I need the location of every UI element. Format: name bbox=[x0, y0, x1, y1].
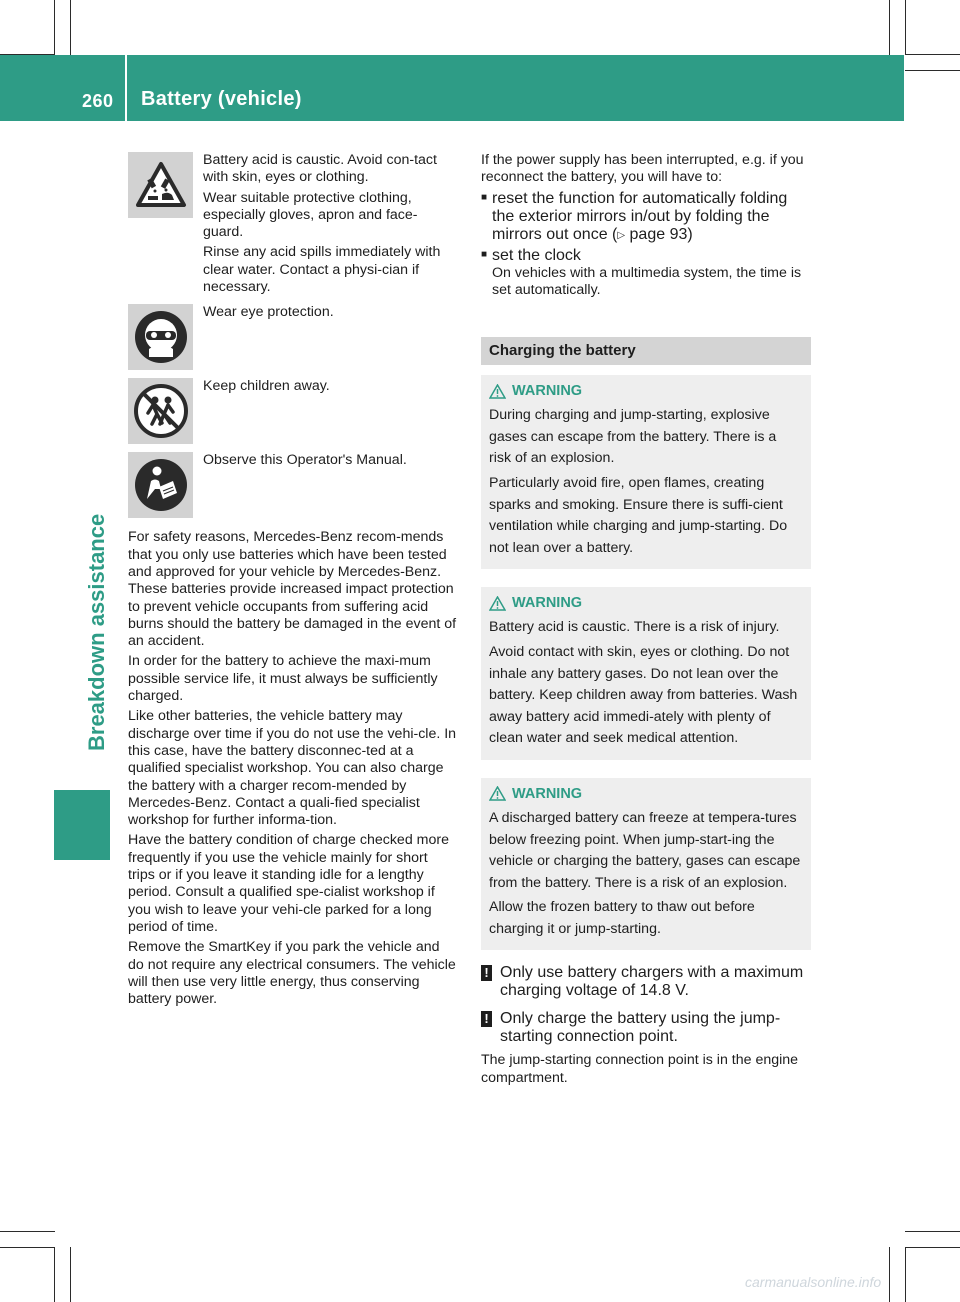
bullet-text: reset the function for automatically folding the exterior mirrors in/out by folding the mirrors out once ( bbox=[492, 189, 788, 243]
note-text: Only charge the battery using the jump-starting connection point. bbox=[500, 1010, 781, 1046]
header-divider bbox=[125, 55, 127, 121]
warning-text: Avoid contact with skin, eyes or clothing. Do not inhale any battery gases. Do not lean over the battery. Keep children away from batteries. Wash away battery acid immedi-ately with plenty of clean water and seek medical attention. bbox=[489, 643, 798, 747]
note-text: Only use battery chargers with a maximum charging voltage of 14.8 V. bbox=[500, 964, 804, 1000]
warning-label: WARNING bbox=[512, 383, 583, 400]
operators-manual-icon bbox=[128, 452, 193, 518]
warning-box bbox=[481, 587, 811, 760]
exclamation-icon: ! bbox=[481, 965, 492, 981]
section-heading: Charging the battery bbox=[481, 337, 811, 365]
symbol-text: Wear eye protection. bbox=[203, 304, 334, 321]
symbol-text: Keep children away. bbox=[203, 378, 330, 395]
warning-text: Battery acid is caustic. There is a risk of injury. bbox=[489, 619, 780, 636]
crop-mark bbox=[54, 1247, 55, 1302]
warning-triangle-icon bbox=[489, 786, 506, 801]
crop-mark bbox=[0, 1231, 55, 1232]
warning-header bbox=[489, 786, 801, 802]
note-item bbox=[481, 964, 811, 1000]
warning-triangle-icon bbox=[489, 384, 506, 399]
crop-mark bbox=[905, 1247, 960, 1248]
header-bar bbox=[0, 55, 904, 121]
caustic-hazard-icon bbox=[128, 152, 193, 218]
crop-mark bbox=[889, 1247, 890, 1302]
crop-mark bbox=[905, 54, 960, 55]
crop-mark bbox=[889, 0, 890, 55]
left-column bbox=[128, 152, 458, 1008]
page-reference-link[interactable]: page 93) bbox=[625, 225, 693, 243]
warning-label: WARNING bbox=[512, 785, 583, 802]
section-title: Battery (vehicle) bbox=[141, 88, 302, 110]
bullet-text: set the clock bbox=[492, 246, 581, 264]
side-tab-marker bbox=[54, 790, 110, 860]
body-paragraph: Have the battery condition of charge checked more frequently if you use the vehicle mainly for short trips or if you leave it standing idle for a lengthy period. Consult a qualified spe-cialist workshop if you wish to leave your vehi-cle parked for a long period of time. bbox=[128, 832, 449, 935]
footer-watermark: carmanualsonline.info bbox=[745, 1274, 882, 1290]
symbol-row-caustic bbox=[128, 152, 458, 296]
crop-mark bbox=[0, 1247, 55, 1248]
crop-mark bbox=[905, 0, 906, 55]
warning-header bbox=[489, 595, 801, 611]
body-paragraph: For safety reasons, Mercedes-Benz recom-mends that you only use batteries which have been tested and approved for your vehicle by Mercedes-Benz. These batteries provide increased impact protection to prevent vehicle occupants from suffering acid burns should the battery be damaged in the event of an accident. bbox=[128, 529, 457, 650]
warning-text: A discharged battery can freeze at tempera-tures below freezing point. When jump-start-ing the vehicle or charging the battery, gases can escape from the battery. There is a risk of an explosion. bbox=[489, 809, 801, 891]
warning-label: WARNING bbox=[512, 595, 583, 612]
symbol-text: Wear suitable protective clothing, especially gloves, apron and face-guard. bbox=[203, 189, 418, 241]
intro-paragraph: If the power supply has been interrupted, e.g. if you reconnect the battery, you will have to: bbox=[481, 152, 804, 186]
left-body bbox=[128, 529, 458, 1008]
crop-mark bbox=[905, 70, 960, 71]
side-tab-text: Breakdown assistance bbox=[84, 513, 109, 751]
warning-text: Allow the frozen battery to thaw out before charging it or jump-starting. bbox=[489, 899, 755, 937]
body-paragraph: Remove the SmartKey if you park the vehicle and do not require any electrical consumers. The vehicle will then use very little energy, thus conserving battery power. bbox=[128, 939, 456, 1008]
symbol-row-children bbox=[128, 378, 458, 444]
symbol-text: Battery acid is caustic. Avoid con-tact with skin, eyes or clothing. bbox=[203, 152, 437, 186]
symbol-row-manual bbox=[128, 452, 458, 518]
closing-paragraph: The jump-starting connection point is in the engine compartment. bbox=[481, 1052, 799, 1086]
keep-children-away-icon bbox=[128, 378, 193, 444]
crop-mark bbox=[70, 1247, 71, 1302]
body-paragraph: In order for the battery to achieve the maxi-mum possible service life, it must always be sufficiently charged. bbox=[128, 653, 438, 705]
right-column bbox=[481, 152, 811, 1087]
note-item bbox=[481, 1010, 811, 1046]
bullet-subtext: On vehicles with a multimedia system, the time is set automatically. bbox=[492, 264, 802, 298]
list-item bbox=[481, 190, 811, 244]
crop-mark bbox=[70, 0, 71, 55]
page-ref-arrow-icon: ▷ bbox=[617, 229, 626, 241]
crop-mark bbox=[54, 0, 55, 55]
crop-mark bbox=[905, 1247, 906, 1302]
eye-protection-icon bbox=[128, 304, 193, 370]
warning-box bbox=[481, 375, 811, 569]
warning-text: During charging and jump-starting, explosive gases can escape from the battery. There is a risk of an explosion. bbox=[489, 407, 777, 467]
list-item bbox=[481, 247, 811, 300]
warning-text: Particularly avoid fire, open flames, creating sparks and smoking. Ensure there is suffi-cient ventilation while charging and jump-starting. Do not lean over a battery. bbox=[489, 474, 788, 556]
warning-triangle-icon bbox=[489, 596, 506, 611]
symbol-text: Observe this Operator's Manual. bbox=[203, 452, 407, 469]
symbol-row-eye-protection bbox=[128, 304, 458, 370]
warning-box bbox=[481, 778, 811, 951]
page-number: 260 bbox=[82, 91, 114, 111]
warning-header bbox=[489, 383, 801, 399]
bullet-icon: ■ bbox=[481, 248, 488, 260]
bullet-icon: ■ bbox=[481, 191, 488, 203]
crop-mark bbox=[905, 1231, 960, 1232]
body-paragraph: Like other batteries, the vehicle battery may discharge over time if you do not use the vehi-cle. In this case, have the battery disconnec-ted at a qualified specialist workshop. You can also charge the battery with a charger recom-mended by Mercedes-Benz. Contact a quali-fied specialist workshop for further informa-tion. bbox=[128, 708, 457, 829]
symbol-text: Rinse any acid spills immediately with clear water. Contact a physi-cian if necessary. bbox=[203, 244, 441, 296]
exclamation-icon: ! bbox=[481, 1011, 492, 1027]
